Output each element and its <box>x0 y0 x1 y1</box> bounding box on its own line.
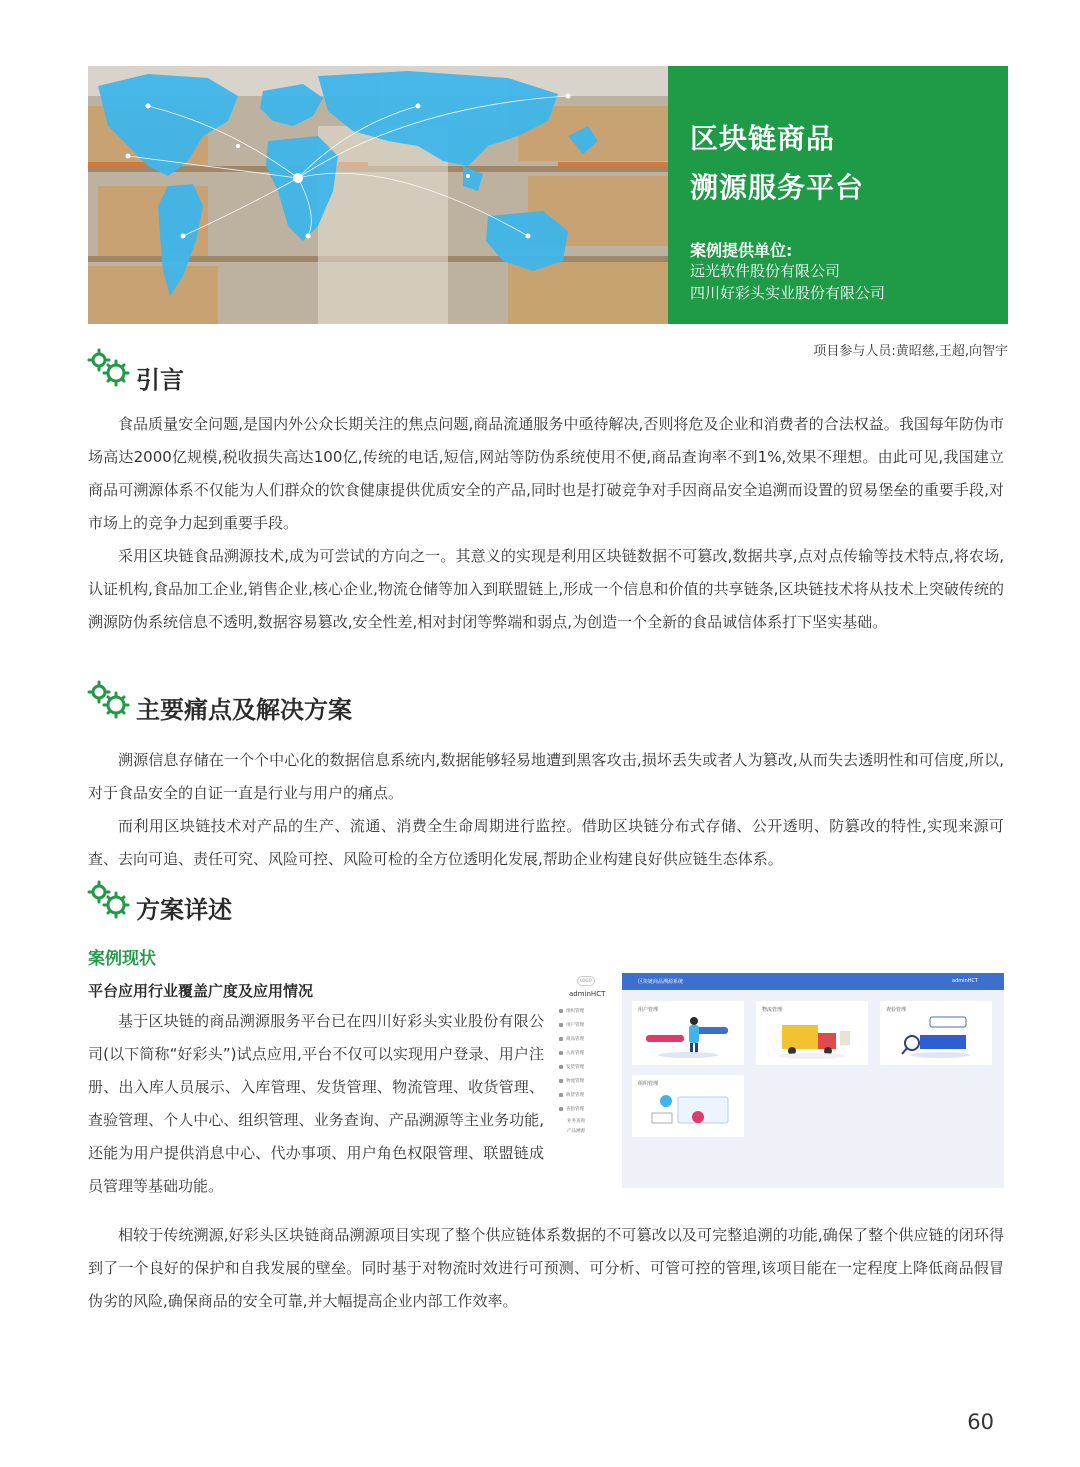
page-number: 60 <box>967 1410 994 1434</box>
section-title-pain-points: 主要痛点及解决方案 <box>136 696 352 724</box>
app-card-organization: 组织管理 <box>632 1075 744 1137</box>
platform-screenshot <box>555 970 1005 1188</box>
project-participants: 项目参与人员:黄昭慈,王超,向智宇 <box>813 344 1008 359</box>
provider-1: 远光软件股份有限公司 <box>690 262 841 280</box>
case-status-heading: 案例现状 <box>88 949 156 969</box>
app-top-user: adminHCT <box>952 978 978 984</box>
pain-paragraph-2: 而利用区块链技术对产品的生产、流通、消费全生命周期进行监控。借助区块链分布式存储、公开透明、防篡改的特性,实现来源可查、去向可追、责任可究、风险可控、风险可检的全方位透明化发展,帮助企业构建良好供应链生态体系。 <box>88 817 1004 868</box>
app-sidebar-item: 用户管理 <box>559 1022 584 1028</box>
app-sidebar-item: 商品管理 <box>559 1036 584 1042</box>
app-sidebar-user: adminHCT <box>569 990 606 998</box>
app-card-inspection: 查验管理 <box>880 1001 992 1065</box>
app-sidebar <box>555 970 619 1188</box>
gears-icon <box>86 348 132 388</box>
app-card-logistics: 物流管理 <box>756 1001 868 1065</box>
section-title-intro: 引言 <box>136 366 184 394</box>
app-sidebar-item: 入库管理 <box>559 1050 584 1056</box>
app-sidebar-item: 查验管理 <box>559 1106 584 1112</box>
banner-title-line1: 区块链商品 <box>690 122 836 155</box>
case-paragraph-2: 相较于传统溯源,好彩头区块链商品溯源项目实现了整个供应链体系数据的不可篡改以及可完整追溯的功能,确保了整个供应链的闭环得到了一个良好的保护和自我发展的壁垒。同时基于对物流时效进行可预测、可分析、可管可控的管理,该项目能在一定程度上降低商品假冒伪劣的风险,确保商品的安全可靠,并大幅提高企业内部工作效率。 <box>88 1226 1004 1310</box>
gears-icon <box>86 680 132 720</box>
intro-paragraph-1: 食品质量安全问题,是国内外公众长期关注的焦点问题,商品流通服务中亟待解决,否则将危及企业和消费者的合法权益。我国每年防伪市场高达2000亿规模,税收损失高达100亿,传统的电话,短信,网站等防伪系统使用不便,商品查询率不到1%,效果不理想。由此可见,我国建立商品可溯源体系不仅能为人们群众的饮食健康提供优质安全的产品,同时也是打破竞争对手因商品安全追溯而设置的贸易堡垒的重要手段,对市场上的竞争力起到重要手段。 <box>88 415 1004 532</box>
app-sidebar-item: 发货管理 <box>559 1064 584 1070</box>
app-top-title: 区块链商品溯源系统 <box>638 979 684 985</box>
intro-paragraph-2: 采用区块链食品溯源技术,成为可尝试的方向之一。其意义的实现是利用区块链数据不可篡改,数据共享,点对点传输等技术特点,将农场,认证机构,食品加工企业,销售企业,核心企业,物流仓储等加入到联盟链上,形成一个信息和价值的共享链条,区块链技术将从技术上突破传统的溯源防伪系统信息不透明,数据容易篡改,安全性差,相对封闭等弊端和弱点,为创造一个全新的食品诚信体系打下坚实基础。 <box>88 547 1004 631</box>
app-sidebar-item: 业务查询 <box>567 1119 585 1124</box>
app-logo: LOGO <box>577 976 595 986</box>
section-title-details: 方案详述 <box>136 896 232 924</box>
case-paragraph-1: 基于区块链的商品溯源服务平台已在四川好彩头实业股份有限公司(以下简称“好彩头”)试点应用,平台不仅可以实现用户登录、用户注册、出入库人员展示、入库管理、发货管理、物流管理、收货管理、查验管理、个人中心、组织管理、业务查询、产品溯源等主业务功能,还能为用户提供消息中心、代办事项、用户角色权限管理、联盟链成员管理等基础功能。 <box>88 1012 544 1195</box>
gears-icon <box>86 880 132 920</box>
banner-title <box>690 114 864 212</box>
banner-title-line2: 溯源服务平台 <box>690 171 865 204</box>
case-subheading: 平台应用行业覆盖广度及应用情况 <box>88 982 314 1000</box>
app-top-bar <box>622 973 1004 990</box>
app-sidebar-item: 物流管理 <box>559 1078 584 1084</box>
pain-paragraph-1: 溯源信息存储在一个个中心化的数据信息系统内,数据能够轻易地遭到黑客攻击,损坏丢失或者人为篡改,从而失去透明性和可信度,所以,对于食品安全的自证一直是行业与用户的痛点。 <box>88 751 1004 802</box>
app-sidebar-item: 产品溯源 <box>567 1129 585 1134</box>
app-main-area <box>622 973 1004 1188</box>
app-sidebar-item: 组织管理 <box>559 1008 584 1014</box>
header-banner <box>88 66 1008 324</box>
banner-title-panel <box>668 66 1008 324</box>
warehouse-world-map-image <box>88 66 668 324</box>
provider-label: 案例提供单位: <box>690 241 793 260</box>
app-sidebar-item: 收货管理 <box>559 1092 584 1098</box>
provider-2: 四川好彩头实业股份有限公司 <box>690 284 886 302</box>
app-card-users: 用户管理 <box>632 1001 744 1065</box>
